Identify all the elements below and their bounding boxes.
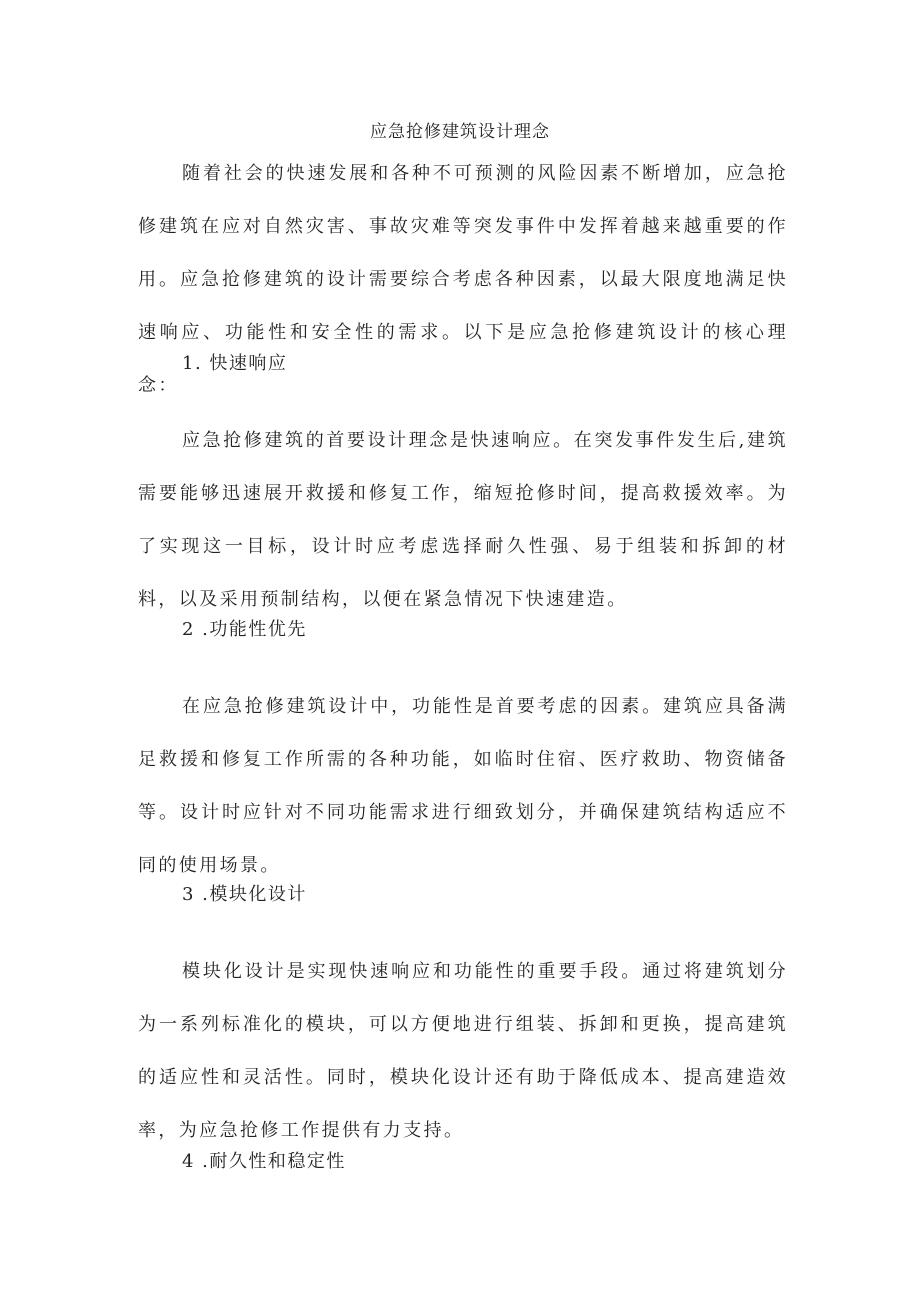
- section-body-fast-response: 应急抢修建筑的首要设计理念是快速响应。在突发事件发生后,建筑需要能够迅速展开救援和修复工作，缩短抢修时间，提高救援效率。为了实现这一目标，设计时应考虑选择耐久性强、易于组装和拆卸的材料，以及采用预制结构，以便在紧急情况下快速建造。: [138, 430, 788, 610]
- section-heading-modular-design: 3 .模块化设计: [182, 884, 307, 905]
- section-heading-fast-response: 1. 快速响应: [182, 353, 288, 374]
- section-body-function-first: 在应急抢修建筑设计中，功能性是首要考虑的因素。建筑应具备满足救援和修复工作所需的各种功能，如临时住宿、医疗救助、物资储备等。设计时应针对不同功能需求进行细致划分，并确保建筑结构适应不同的使用场景。: [138, 696, 788, 876]
- section-heading-function-first: 2 .功能性优先: [182, 619, 307, 640]
- document-title: 应急抢修建筑设计理念: [370, 122, 550, 142]
- intro-paragraph: 随着社会的快速发展和各种不可预测的风险因素不断增加，应急抢修建筑在应对自然灾害、事故灾难等突发事件中发挥着越来越重要的作用。应急抢修建筑的设计需要综合考虑各种因素，以最大限度地满足快速响应、功能性和安全性的需求。以下是应急抢修建筑设计的核心理念：: [138, 163, 788, 396]
- section-heading-durability: 4 .耐久性和稳定性: [182, 1151, 346, 1172]
- section-body-modular-design: 模块化设计是实现快速响应和功能性的重要手段。通过将建筑划分为一系列标准化的模块，可以方便地进行组装、拆卸和更换，提高建筑的适应性和灵活性。同时，模块化设计还有助于降低成本、提高建造效率，为应急抢修工作提供有力支持。: [138, 961, 788, 1141]
